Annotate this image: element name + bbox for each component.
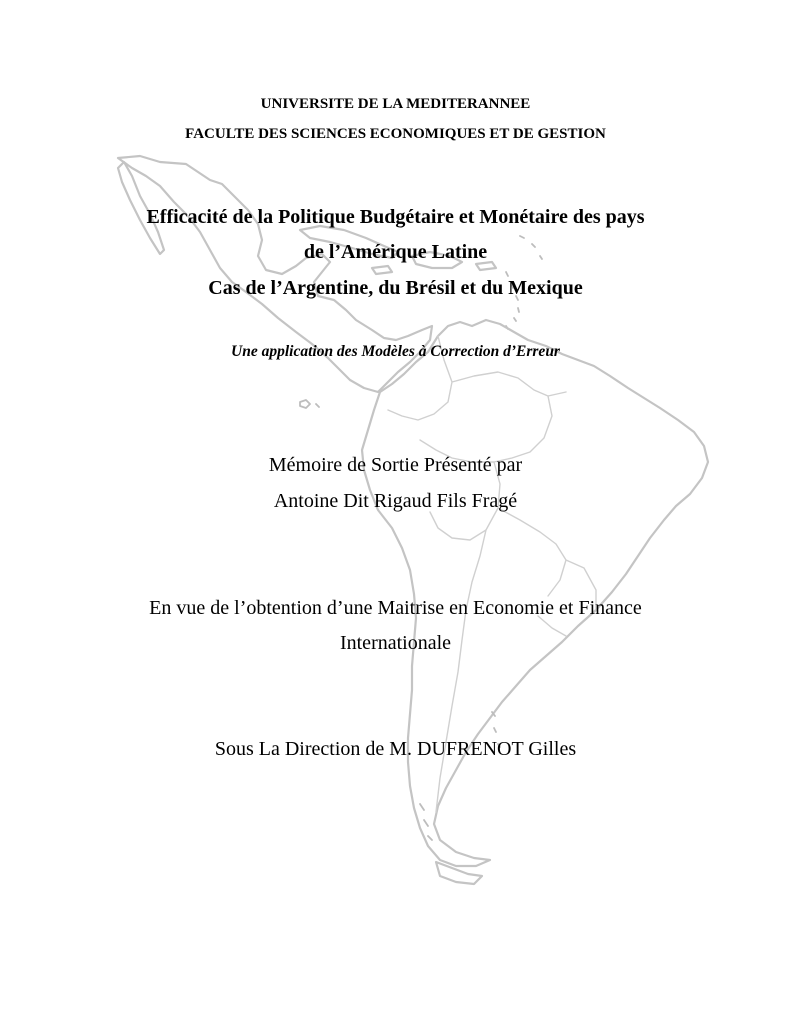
degree-line-1: En vue de l’obtention d’une Maitrise en Economie et Finance: [149, 597, 642, 619]
memoire-presented-by: Mémoire de Sortie Présenté par: [268, 454, 523, 476]
degree-line-2: Internationale: [339, 632, 452, 654]
university-name: UNIVERSITE DE LA MEDITERANNEE: [260, 96, 531, 112]
tierra-del-fuego-outline: [436, 862, 482, 884]
supervisor-line: Sous La Direction de M. DUFRENOT Gilles: [214, 738, 577, 760]
thesis-subtitle: Une application des Modèles à Correction d’Erreur: [231, 343, 560, 360]
faculty-name: FACULTE DES SCIENCES ECONOMIQUES ET DE GESTION: [185, 126, 606, 142]
thesis-title-line-1: Efficacité de la Politique Budgétaire et Monétaire des pays: [146, 206, 645, 228]
thesis-title-line-2: de l’Amérique Latine: [303, 241, 488, 263]
author-name: Antoine Dit Rigaud Fils Fragé: [273, 490, 518, 512]
thesis-title-line-3: Cas de l’Argentine, du Brésil et du Mexique: [208, 277, 583, 299]
jamaica-outline: [372, 266, 392, 274]
south-america-outline: [362, 320, 708, 866]
puerto-rico-outline: [476, 262, 496, 270]
